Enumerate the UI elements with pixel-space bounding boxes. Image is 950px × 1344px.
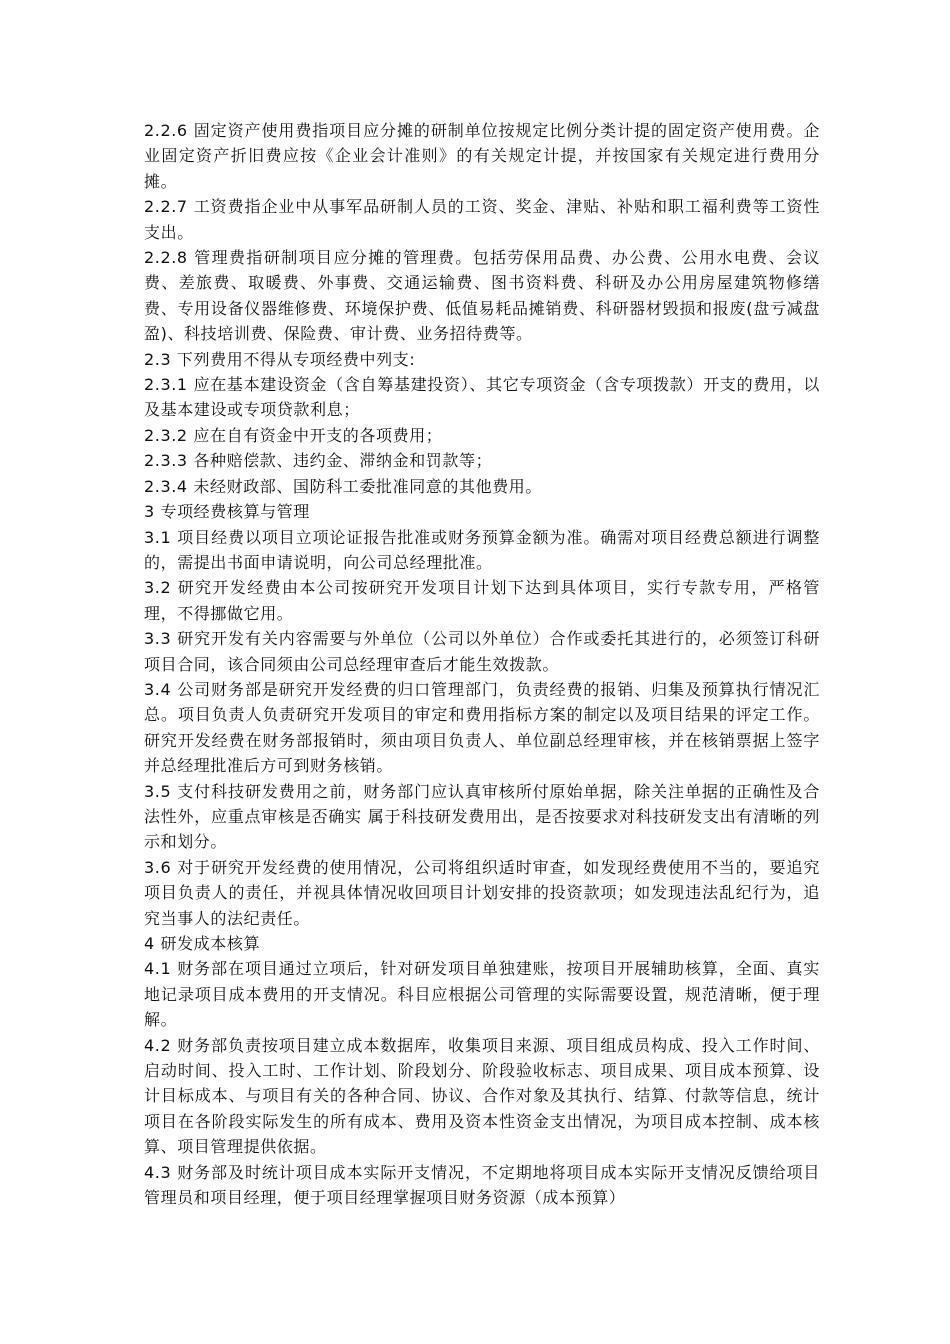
paragraph-3-4: 3.4 公司财务部是研究开发经费的归口管理部门，负责经费的报销、归集及预算执行情况汇总。项目负责人负责研究开发项目的审定和费用指标方案的制定以及项目结果的评定工作。研究开发经费在财务部报销时，须由项目负责人、单位副总经理审核，并在核销票据上签字并总经理批准后方可到财务核销。: [144, 679, 820, 776]
paragraph-2-2-7: 2.2.7 工资费指企业中从事军品研制人员的工资、奖金、津贴、补贴和职工福利费等工资性支出。: [144, 197, 820, 242]
paragraph-2-3-2: 2.3.2 应在自有资金中开支的各项费用；: [144, 425, 443, 445]
paragraph-3-2: 3.2 研究开发经费由本公司按研究开发项目计划下达到具体项目，实行专款专用，严格管理，不得挪做它用。: [144, 578, 820, 623]
paragraph-3-6: 3.6 对于研究开发经费的使用情况，公司将组织适时审查，如发现经费使用不当的，要追究项目负责人的责任，并视具体情况收回项目计划安排的投资款项；如发现违法乱纪行为，追究当事人的法纪责任。: [144, 857, 820, 928]
section-heading-3: 3 专项经费核算与管理: [144, 502, 310, 522]
paragraph-2-3-1: 2.3.1 应在基本建设资金（含自筹基建投资）、其它专项资金（含专项拨款）开支的费用，以及基本建设或专项贷款利息；: [144, 375, 820, 420]
paragraph-2-2-6: 2.2.6 固定资产使用费指项目应分摊的研制单位按规定比例分类计提的固定资产使用费。企业固定资产折旧费应按《企业会计准则》的有关规定计提，并按国家有关规定进行费用分摊。: [144, 121, 820, 191]
paragraph-2-3: 2.3 下列费用不得从专项经费中列支:: [144, 349, 416, 369]
paragraph-4-2: 4.2 财务部负责按项目建立成本数据库，收集项目来源、项目组成员构成、投入工作时间、启动时间、投入工时、工作计划、阶段划分、阶段验收标志、项目成果、项目成本预算、设计目标成本、与项目有关的各种合同、协议、合作对象及其执行、结算、付款等信息，统计项目在各阶段实际发生的所有成本、费用及资本性资金支出情况，为项目成本控制、成本核算、项目管理提供依据。: [144, 1035, 820, 1157]
paragraph-4-1: 4.1 财务部在项目通过立项后，针对研发项目单独建账，按项目开展辅助核算，全面、真实地记录项目成本费用的开支情况。科目应根据公司管理的实际需要设置，规范清晰，便于理解。: [144, 959, 820, 1030]
section-heading-4: 4 研发成本核算: [144, 934, 261, 953]
paragraph-3-3: 3.3 研究开发有关内容需要与外单位（公司以外单位）合作或委托其进行的，必须签订科研项目合同，该合同须由公司总经理审查后才能生效拨款。: [144, 629, 820, 674]
paragraph-3-1: 3.1 项目经费以项目立项论证报告批准或财务预算金额为准。确需对项目经费总额进行调整的，需提出书面申请说明，向公司总经理批准。: [144, 527, 820, 572]
paragraph-2-2-8: 2.2.8 管理费指研制项目应分摊的管理费。包括劳保用品费、办公费、公用水电费、会议费、差旅费、取暖费、外事费、交通运输费、图书资料费、科研及办公用房屋建筑物修缮费、专用设备仪器维修费、环境保护费、低值易耗品摊销费、科研器材毁损和报废(盘亏减盘盈)、科技培训费、保险费、审计费、业务招待费等。: [144, 248, 820, 344]
paragraph-2-3-3: 2.3.3 各种赔偿款、违约金、滞纳金和罚款等；: [144, 451, 493, 471]
paragraph-2-3-4: 2.3.4 未经财政部、国防科工委批准同意的其他费用。: [144, 476, 542, 496]
paragraph-3-5: 3.5 支付科技研发费用之前，财务部门应认真审核所付原始单据，除关注单据的正确性及合法性外，应重点审核是否确实 属于科技研发费用出，是否按要求对科技研发支出有清晰的列示和划分。: [144, 781, 820, 852]
document-body: [144, 118, 820, 1210]
paragraph-4-3: 4.3 财务部及时统计项目成本实际开支情况，不定期地将项目成本实际开支情况反馈给项目管理员和项目经理，便于项目经理掌握项目财务资源（成本预算）: [144, 1162, 820, 1208]
